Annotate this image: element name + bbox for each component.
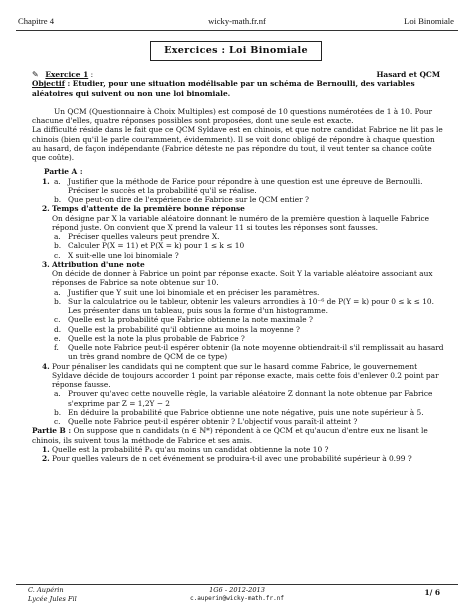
- q1-a: Justifier que la méthode de Farice pour répondre à une question est une épreuve de Bernoulli. Préciser le succès et la probabilité qu'il se réalise.: [68, 176, 423, 195]
- question-3: 3. Attribution d'une note On décide de donner à Fabrice un point par réponse exacte. Soit Y la variable aléatoire associant aux réponses de Fabrice sa note obtenue sur 10. a. Justifier que Y suit une loi binomiale et en préciser les paramètres. b. Sur la calculatrice ou le tableur, obtenir les valeurs arrondies à 10⁻⁶ de P(Y = k) pour 0 ≤ k ≤ 10. Les présenter dans un tableau, puis sous la forme d'un histogramme. c. Quelle est la probabilité que Fabrice obtienne la note maximale ? d. Quelle est la probabilité qu'il obtienne au moins la moyenne ? e. Quelle est la note la plus probable de Fabrice ? f. Quelle note Fabrice peut-il espérer obtenir (la note moyenne obtiendrait-il s'il remplissait au hasard un très grand nombre de QCM de ce type): [42, 259, 444, 362]
- question-2-number: 2.: [42, 204, 50, 214]
- question-1: 1. a. Justifier que la méthode de Farice pour répondre à une question est une épreuve de Bernoulli. Préciser le succès et la probabilité qu'il se réalise. b. Que peut-on dire de l'expérience de Fabrice sur le QCM entier ?: [42, 176, 423, 204]
- q3-c: Quelle est la probabilité que Fabrice obtienne la note maximale ?: [68, 315, 313, 325]
- part-a-label: Partie A :: [44, 167, 83, 177]
- q4-a: Prouver qu'avec cette nouvelle règle, la variable aléatoire Z donnant la note obtenue par Fabrice s'exprime par Z = 1,2Y − 2: [68, 389, 433, 408]
- q3-f: Quelle note Fabrice peut-il espérer obtenir (la note moyenne obtiendrait-il s'il remplissait au hasard un très grand nombre de QCM de ce type): [68, 343, 444, 362]
- part-b-q2-number: 2.: [42, 454, 50, 463]
- objective-label: Objectif: [32, 79, 65, 89]
- header-chapter: Chapitre 4: [18, 16, 55, 26]
- footer-class-year: 1G6 - 2012-2013: [209, 586, 265, 594]
- exercise-colon: :: [88, 70, 94, 79]
- part-b: [32, 426, 444, 445]
- q3-b: Sur la calculatrice ou le tableur, obtenir les valeurs arrondies à 10⁻⁶ de P(Y = k) pour 0 ≤ k ≤ 10. Les présenter dans un tableau, puis sous la forme d'un histogramme.: [68, 296, 434, 315]
- question-4: 4. Pour pénaliser les candidats qui ne comptent que sur le hasard comme Fabrice, le gouvernement Syldave décide de toujours accorder 1 point par réponse exacte, mais cette fois d'enlever 0.2 point par réponse fausse. a. Prouver qu'avec cette nouvelle règle, la variable aléatoire Z donnant la note obtenue par Fabrice s'exprime par Z = 1,2Y − 2 b. En déduire la probabilité que Fabrice obtienne une note négative, puis une note supérieur à 5. c. Quelle note Fabrice peut-il espérer obtenir ? L'objectif vous paraît-il atteint ?: [32, 362, 444, 427]
- question-3-number: 3.: [42, 259, 50, 269]
- q2-c: X suit-elle une loi binomiale ?: [68, 250, 179, 260]
- part-b-question-1: [32, 445, 444, 454]
- q4-text: Pour pénaliser les candidats qui ne comptent que sur le hasard comme Fabrice, le gouvernement Syldave décide de toujours accorder 1 point par réponse exacte, mais cette fois d'enlever 0.2 point par réponse fausse.: [52, 361, 439, 389]
- q2-title: Temps d'attente de la première bonne réponse: [52, 204, 245, 214]
- part-b-q2: Pour quelles valeurs de n cet événement se produira-t-il avec une probabilité supérieur à 0.99 ?: [52, 454, 412, 463]
- q2-a: Préciser quelles valeurs peut prendre X.: [68, 232, 220, 241]
- page-title: Exercices : Loi Binomiale: [150, 41, 322, 61]
- header-site: wicky-math.fr.nf: [208, 16, 266, 26]
- question-4-number: 4.: [42, 361, 50, 371]
- q4-c: Quelle note Fabrice peut-il espérer obtenir ? L'objectif vous paraît-il atteint ?: [68, 417, 358, 426]
- q3-e: Quelle est la note la plus probable de Fabrice ?: [68, 333, 245, 343]
- page-header: [14, 16, 460, 30]
- footer-author-name: C. Aupérin: [28, 586, 64, 594]
- q3-a: Justifier que Y suit une loi binomiale et en préciser les paramètres.: [68, 287, 320, 297]
- part-b-q1: Quelle est la probabilité Pₙ qu'au moins un candidat obtienne la note 10 ?: [52, 444, 329, 454]
- page-number: 1/ 6: [424, 588, 440, 597]
- exercise-tag: Hasard et QCM: [376, 70, 440, 79]
- objective: [32, 79, 444, 98]
- q2-text: On désigne par X la variable aléatoire donnant le numéro de la première question à laquelle Fabrice répond juste. On convient que X prend la valeur 11 si toutes les réponses sont fausses.: [52, 213, 429, 232]
- header-topic: Loi Binomiale: [404, 16, 454, 26]
- q4-b: En déduire la probabilité que Fabrice obtienne une note négative, puis une note supérieur à 5.: [68, 407, 424, 417]
- part-b-label: Partie B :: [32, 426, 72, 436]
- question-2: 2. Temps d'attente de la première bonne réponse On désigne par X la variable aléatoire donnant le numéro de la première question à laquelle Fabrice répond juste. On convient que X prend la valeur 11 si toutes les réponses sont fausses. a. Préciser quelles valeurs peut prendre X. b. Calculer P(X = 11) et P(X = k) pour 1 ≤ k ≤ 10 c. X suit-elle une loi binomiale ?: [32, 204, 444, 260]
- q3-text: On décide de donner à Fabrice un point par réponse exacte. Soit Y la variable aléatoire associant aux réponses de Fabrice sa note obtenue sur 10.: [52, 269, 433, 288]
- q3-title: Attribution d'une note: [52, 259, 145, 269]
- intro-paragraph-2: La difficulté réside dans le fait que ce QCM Syldave est en chinois, et que notre candidat Fabrice ne lit pas le chinois (bien qu'il le parle couramment, évidemment). Il se voit donc obligé de répondre à chaque question au hasard, de façon indépendante (Fabrice déteste ne pas répondre du tout, il veut tenter sa chance coûte que coûte).: [32, 125, 443, 162]
- objective-text: : Etudier, pour une situation modélisable par un schéma de Bernoulli, des variables aléatoires qui suivent ou non une loi binomiale.: [32, 79, 415, 98]
- intro-paragraph-1: Un QCM (Questionnaire à Choix Multiples) est composé de 10 questions numérotées de 1 à 10. Pour chacune d'elles, quatre réponses possibles sont proposées, dont une seule est exacte.: [32, 106, 433, 125]
- question-1-number: 1.: [42, 176, 50, 186]
- footer-school: Lycée Jules Fil: [28, 594, 77, 603]
- q1-b: Que peut-on dire de l'expérience de Fabrice sur le QCM entier ?: [68, 195, 309, 204]
- part-b-q1-number: 1.: [42, 444, 50, 454]
- document-body: [32, 70, 444, 463]
- header-rule: [16, 30, 458, 31]
- page-footer: [0, 584, 474, 608]
- footer-email: c.auperin@wicky-math.fr.nf: [190, 594, 284, 602]
- q3-d: Quelle est la probabilité qu'il obtienne au moins la moyenne ?: [68, 324, 300, 334]
- q2-b: Calculer P(X = 11) et P(X = k) pour 1 ≤ k ≤ 10: [68, 241, 245, 251]
- part-b-question-2: [32, 454, 444, 463]
- footer-center: [0, 586, 474, 603]
- pencil-icon: ✎: [32, 70, 39, 79]
- exercise-label: Exercice 1: [45, 70, 89, 79]
- exercise-heading: [32, 70, 444, 79]
- part-b-text: On suppose que n candidats (n ∈ ℕ*) répondent à ce QCM et qu'aucun d'entre eux ne lisant le chinois, ils suivent tous la méthode de Fabrice et ses amis.: [32, 426, 428, 445]
